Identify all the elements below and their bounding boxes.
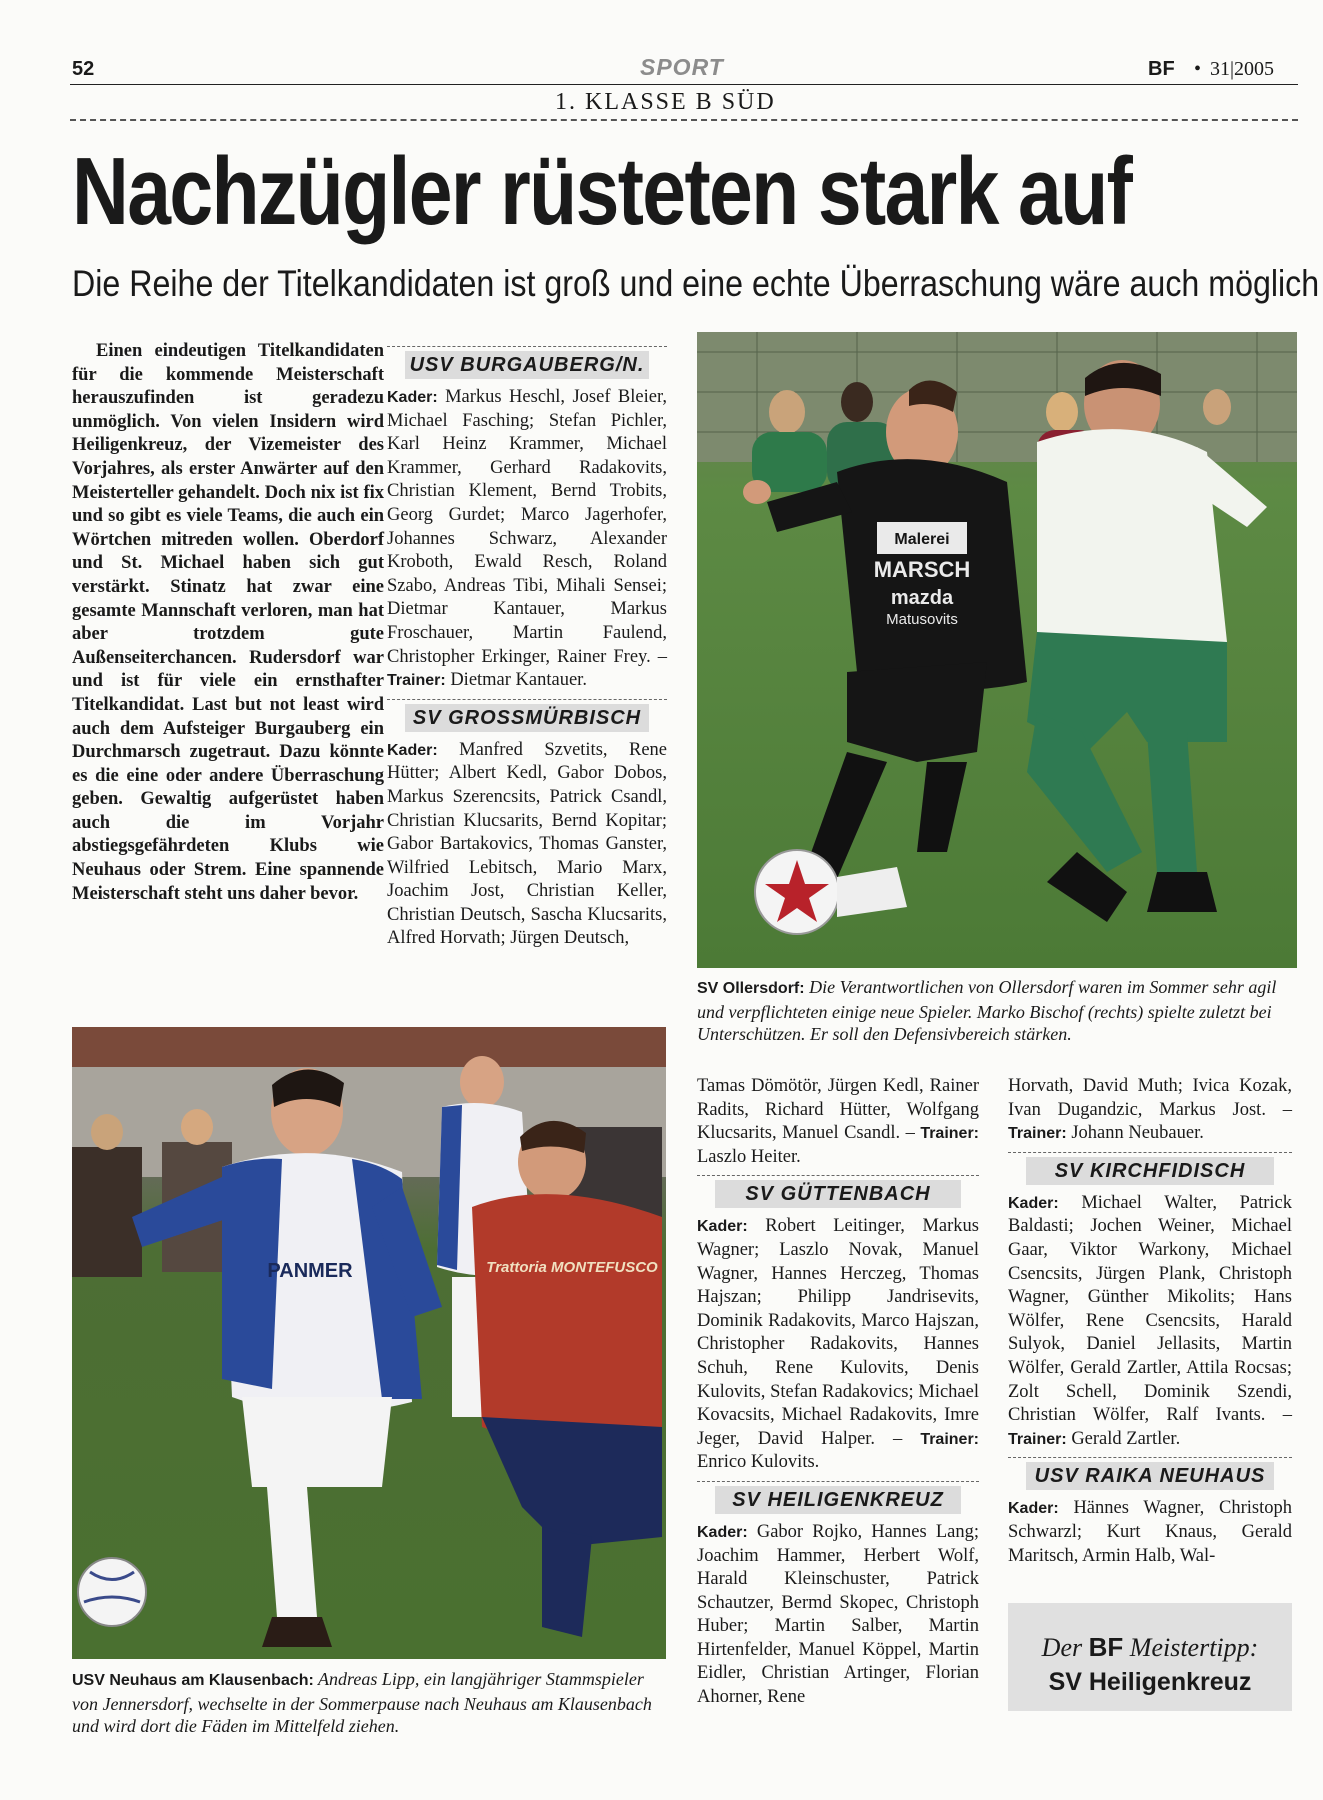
kader-label: Kader: <box>697 1523 748 1541</box>
header-rule <box>70 84 1298 85</box>
dash: – <box>650 646 668 667</box>
kader-label: Kader: <box>1008 1194 1059 1212</box>
jersey-sponsor: Malerei <box>894 531 950 548</box>
photo-neuhaus-image <box>72 1027 666 1659</box>
issue-number: 31|2005 <box>1210 58 1275 80</box>
separator-dot: • <box>1194 58 1202 80</box>
meistertipp-label <box>1008 1632 1292 1663</box>
roster-column-1 <box>387 346 667 951</box>
kader-text: Tamas Dömötör, Jürgen Kedl, Rainer Radits, Richard Hütter, Wolfgang Klucsarits, Manuel Csandl. <box>697 1076 979 1144</box>
kader-label: Kader: <box>1008 1500 1059 1518</box>
section-label: SPORT <box>640 54 724 80</box>
jersey-sponsor: Trattoria MONTEFUSCO <box>486 1259 658 1276</box>
trainer-name: Dietmar Kantauer. <box>450 670 587 691</box>
kader-text: Markus Heschl, Josef Bleier, Michael Fasching; Stefan Pichler, Karl Heinz Krammer, Michael Krammer, Gerhard Radakovits, Christian Klement, Bernd Trobits, Georg Gurdet; Marco Jagerhofer, Johannes Schwarz, Alexander Kroboth, Ewald Resch, Roland Szabo, Andreas Tibi, Mihali Sensei; Dietmar Kantauer, Markus Froschauer, Martin Faulend, Christopher Erkinger, Rainer Frey. <box>387 387 667 667</box>
caption-ollersdorf <box>697 976 1297 1046</box>
trainer-name: Laszlo Heiter. <box>697 1146 801 1167</box>
jersey-sponsor: Matusovits <box>886 611 958 628</box>
league-label: 1. KLASSE B SÜD <box>555 89 776 115</box>
page-number: 52 <box>72 58 95 80</box>
team-heading <box>387 346 667 380</box>
trainer-label: Trainer: <box>920 1430 979 1448</box>
trainer-name: Gerald Zartler. <box>1071 1428 1181 1449</box>
team-roster <box>387 739 667 951</box>
trainer-label: Trainer: <box>387 672 446 690</box>
team-roster <box>1008 1192 1292 1452</box>
kader-text: Horvath, David Muth; Ivica Kozak, Ivan Dugandzic, Markus Jost. <box>1008 1076 1292 1120</box>
roster-column-2 <box>697 1075 979 1710</box>
team-heading <box>697 1175 979 1209</box>
team-roster <box>1008 1075 1292 1146</box>
meistertipp-team: SV Heiligenkreuz <box>1048 1668 1252 1696</box>
trainer-label: Trainer: <box>920 1125 979 1143</box>
trainer-label: Trainer: <box>1008 1430 1067 1448</box>
team-heading <box>1008 1457 1292 1491</box>
caption-text: Andreas Lipp, ein langjähriger Stammspieler von Jennersdorf, wechselte in der Sommerpause nach Neuhaus am Klausenbach und wird dort die Fäden im Mittelfeld ziehen. <box>72 1669 652 1736</box>
photo-ollersdorf <box>697 332 1297 968</box>
team-name: SV GROSSMÜRBISCH <box>405 704 649 732</box>
meistertipp-brand: BF <box>1088 1632 1124 1662</box>
photo-neuhaus <box>72 1027 666 1659</box>
publication-logo: BF <box>1148 58 1175 80</box>
team-heading <box>387 699 667 733</box>
intro-paragraph: Einen eindeutigen Titelkandidaten für die kommende Meisterschaft herauszufinden ist geradezu unmöglich. Von vielen Insidern wird Heiligenkreuz, der Vizemeister des Vorjahres, als erster Anwärter auf den Meisterteller gehandelt. Doch nix ist fix und so gibt es viele Teams, die auch ein Wörtchen mitreden wollen. Oberdorf und St. Michael haben sich gut verstärkt. Stinatz hat zwar eine gesamte Mannschaft verloren, man hat aber trotzdem gute Außenseiterchancen. Rudersdorf war und ist für viele ein ernsthafter Titelkandidat. Last but not least wird auch dem Aufsteiger Burgauberg ein Durchmarsch zugetraut. Dazu könnte es die eine oder andere Überraschung geben. Gewaltig aufgerüstet haben auch die im Vorjahr abstiegsgefährdeten Klubs wie Neuhaus oder Strem. Eine spannende Meisterschaft steht uns daher bevor. <box>72 341 384 904</box>
kader-text: Robert Leitinger, Markus Wagner; Laszlo Novak, Manuel Wagner, Hannes Herczeg, Thomas Hajszan; Philipp Jandrisevits, Dominik Radakovits, Marco Hajszan, Christopher Radakovits, Hannes Schuh, Rene Kulovits, Denis Kulovits, Stefan Radakovics; Michael Kovacsits, Michael Radakovits, Imre Jeger, David Halper. <box>697 1216 980 1449</box>
caption-title: SV Ollersdorf: <box>697 980 805 997</box>
team-roster <box>697 1521 979 1710</box>
caption-neuhaus <box>72 1668 666 1738</box>
kader-text: Hännes Wagner, Christoph Schwarzl; Kurt Knaus, Gerald Maritsch, Armin Halb, Wal- <box>1008 1498 1293 1566</box>
team-name: SV HEILIGENKREUZ <box>715 1486 961 1514</box>
dash: – <box>900 1123 921 1144</box>
dashed-rule <box>70 119 1298 121</box>
jersey-sponsor: PANMER <box>267 1260 353 1282</box>
jersey-sponsor: MARSCH <box>873 557 971 582</box>
team-roster <box>387 386 667 693</box>
dash: – <box>875 1428 921 1449</box>
kader-label: Kader: <box>387 741 438 759</box>
kader-label: Kader: <box>387 389 438 406</box>
subheadline: Die Reihe der Titelkandidaten ist groß und eine echte Überraschung wäre auch möglich <box>72 263 1320 304</box>
roster-column-3 <box>1008 1075 1292 1568</box>
team-heading <box>697 1481 979 1515</box>
jersey-sponsor: mazda <box>890 587 954 609</box>
team-heading <box>1008 1152 1292 1186</box>
kader-text: Michael Walter, Patrick Baldasti; Jochen Weiner, Michael Gaar, Viktor Warkony, Michael Csencsits, Jürgen Plank, Christoph Wagner, Günther Mikolits; Hans Wölfer, Rene Csencsits, Harald Sulyok, Daniel Jellasits, Martin Wölfer, Gerald Zartler, Attila Rocsas; Zolt Schell, Dominik Szendi, Christian Wölfer, Ralf Ivants. <box>1008 1192 1292 1426</box>
team-name: USV RAIKA NEUHAUS <box>1026 1462 1274 1490</box>
trainer-name: Enrico Kulovits. <box>697 1452 820 1473</box>
kader-text: Gabor Rojko, Hannes Lang; Joachim Hammer, Herbert Wolf, Harald Kleinschuster, Patrick Schautzer, Bermd Skopec, Christoph Huber; Martin Salber, Martin Hirtenfelder, Manuel Köppel, Martin Eidler, Christian Artinger, Florian Ahorner, Rene <box>697 1521 979 1708</box>
trainer-label: Trainer: <box>1008 1125 1067 1143</box>
team-roster <box>697 1215 979 1475</box>
headline: Nachzügler rüsteten stark auf <box>72 138 1132 245</box>
kader-label: Kader: <box>697 1218 748 1236</box>
team-name: SV KIRCHFIDISCH <box>1026 1157 1274 1185</box>
caption-text: Die Verantwortlichen von Ollersdorf waren im Sommer sehr agil und verpflichteten einige neue Spieler. Marko Bischof (rechts) spielte zuletzt bei Unterschützen. Er soll den Defensivbereich stärken. <box>697 977 1277 1044</box>
meistertipp-suffix: Meistertipp: <box>1129 1633 1259 1662</box>
dash: – <box>1265 1405 1293 1426</box>
meistertipp-prefix: Der <box>1041 1633 1083 1662</box>
team-roster <box>697 1075 979 1169</box>
team-name: USV BURGAUBERG/N. <box>405 351 649 379</box>
trainer-name: Johann Neubauer. <box>1071 1123 1204 1144</box>
team-name: SV GÜTTENBACH <box>715 1180 961 1208</box>
dash: – <box>1265 1099 1292 1120</box>
team-roster <box>1008 1497 1292 1568</box>
intro-text <box>72 340 384 906</box>
photo-ollersdorf-image <box>697 332 1297 968</box>
caption-title: USV Neuhaus am Klausenbach: <box>72 1672 314 1689</box>
kader-text: Manfred Szvetits, Rene Hütter; Albert Kedl, Gabor Dobos, Markus Szerencsits, Patrick Csandl, Christian Klucsarits, Bernd Kopitar; Gabor Bartakovics, Thomas Ganster, Wilfried Lebitsch, Mario Marx, Joachim Jost, Christian Keller, Christian Deutsch, Sascha Klucsarits, Alfred Horvath; Jürgen Deutsch, <box>387 739 667 949</box>
